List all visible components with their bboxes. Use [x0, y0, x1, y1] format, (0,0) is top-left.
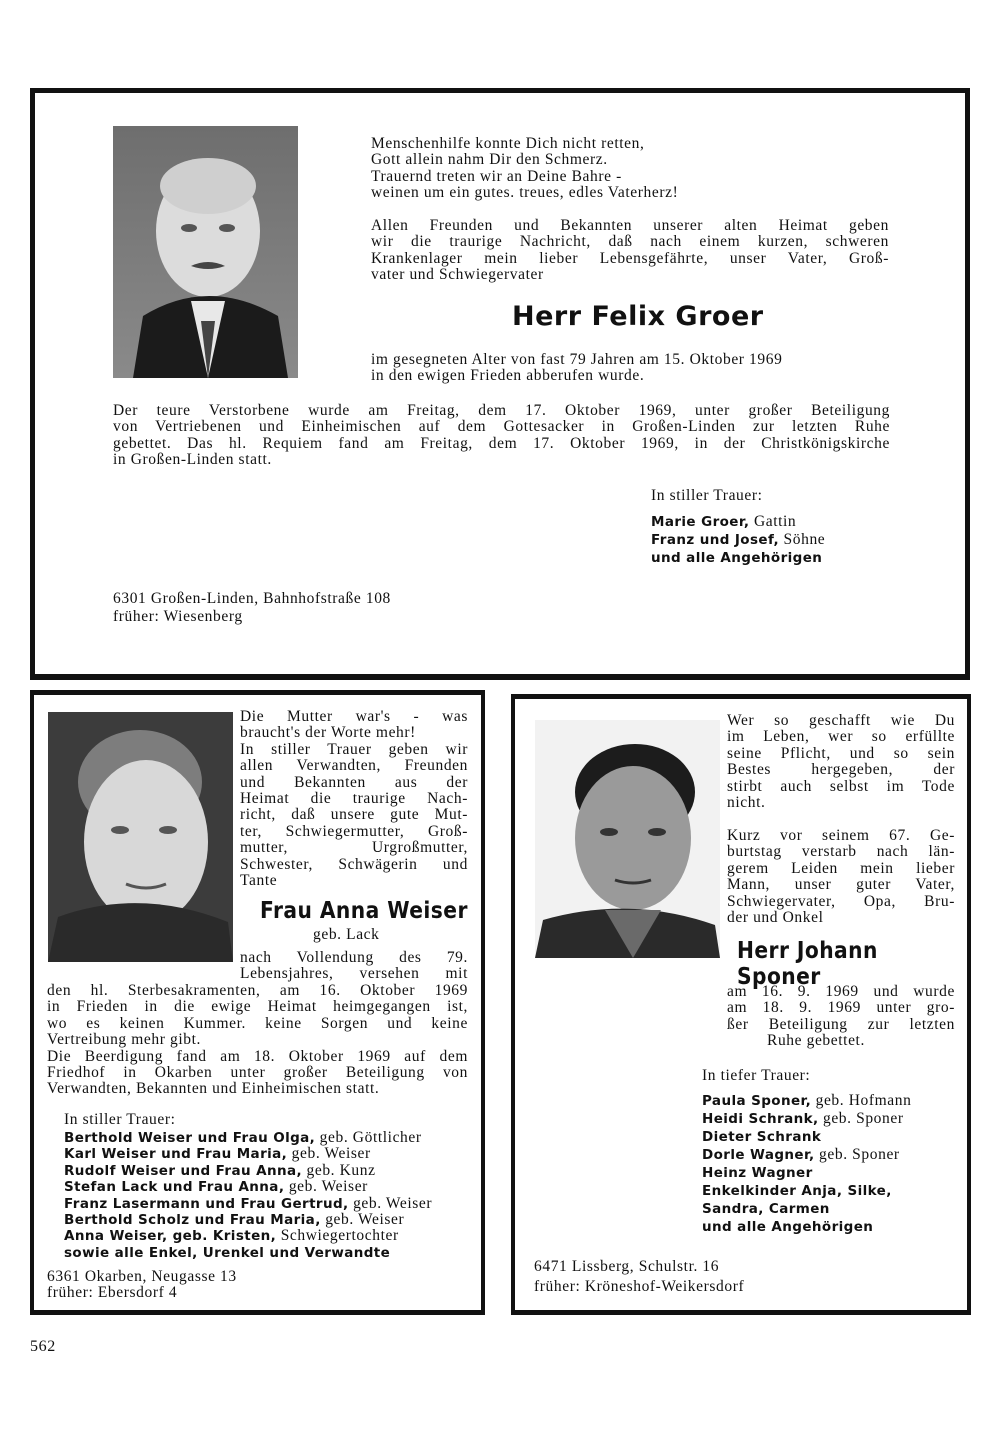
intro-line: Schwiegervater, Opa, Bru- [727, 892, 955, 910]
text-line: Vertreibung mehr gibt. [47, 1031, 201, 1049]
former-residence: früher: Wiesenberg [113, 608, 243, 626]
groer-death [371, 352, 891, 385]
intro-line: allen Verwandten, Freunden [240, 757, 468, 775]
deceased-name-weiser: Frau Anna Weiser [260, 898, 468, 924]
intro-line: seine Pflicht, und so sein [727, 744, 955, 762]
weiser-address [47, 1269, 237, 1302]
mourner-entry: Rudolf Weiser und Frau Anna, geb. Kunz [64, 1161, 376, 1179]
mourner-entry: Marie Groer, Gattin [651, 513, 797, 530]
groer-poem [371, 136, 791, 202]
intro-line: Krankenlager mein lieber Lebensgefährte, unser Vater, Groß- [371, 249, 889, 267]
mourner-entry: Enkelkinder Anja, Silke, [702, 1183, 892, 1199]
text-line: den hl. Sterbesakramenten, am 16. Oktober 1969 [47, 982, 468, 999]
groer-mourners [651, 513, 825, 567]
burial-line: in Großen-Linden statt. [113, 451, 272, 469]
intro-line: der und Onkel [727, 909, 824, 927]
intro-line: Tante [240, 872, 278, 890]
poem-line: Trauernd treten wir an Deine Bahre - [371, 167, 622, 185]
sponer-intro [727, 713, 955, 811]
weiser-mourners [64, 1130, 432, 1261]
intro-line: Die Mutter war's - was [240, 708, 468, 725]
death-line: am 16. 9. 1969 und wurde [727, 983, 955, 1000]
intro-line: im Leben, wer so erfüllte [727, 728, 955, 746]
portrait-photo-sponer [535, 720, 720, 958]
portrait-photo-weiser [48, 712, 233, 962]
deceased-name-sponer: Herr Johann Sponer [737, 938, 878, 990]
intro-line: nicht. [727, 794, 766, 812]
intro-line: richt, daß unsere gute Mut- [240, 806, 468, 824]
intro-line: In stiller Trauer geben wir [240, 740, 468, 758]
sponer-death [727, 984, 955, 1050]
death-line: am 18. 9. 1969 unter gro- [727, 999, 955, 1017]
intro-line: und Bekannten aus der [240, 773, 468, 791]
deceased-name-groer: Herr Felix Groer [512, 301, 764, 332]
death-line: in den ewigen Frieden abberufen wurde. [371, 367, 645, 385]
death-line: ßer Beteiligung zur letzten [727, 1015, 955, 1033]
address-line: 6471 Lissberg, Schulstr. 16 [534, 1258, 720, 1275]
intro-line: vater und Schwiegervater [371, 266, 544, 284]
mourner-entry: und alle Angehörigen [702, 1219, 874, 1235]
mourner-entry: Heidi Schrank, geb. Sponer [702, 1110, 904, 1127]
groer-intro [371, 218, 889, 284]
burial-line: gebettet. Das hl. Requiem fand am Freitag, dem 17. Oktober 1969, in der Christkönigskirche [113, 434, 890, 452]
intro-line: stirbt auch selbst im Tode [727, 777, 955, 795]
text-line: wo es keinen Kummer. keine Sorgen und keine [47, 1014, 468, 1032]
intro-line: ter, Schwiegermutter, Groß- [240, 822, 468, 840]
intro-line: Bestes hergegeben, der [727, 761, 955, 779]
address-line: 6361 Okarben, Neugasse 13 [47, 1268, 237, 1285]
mourner-entry: Berthold Scholz und Frau Maria, geb. Weiser [64, 1211, 405, 1229]
mourner-entry: Anna Weiser, geb. Kristen, Schwiegertochter [64, 1227, 399, 1245]
burial-line: Der teure Verstorbene wurde am Freitag, dem 17. Oktober 1969, unter großer Beteiligung [113, 402, 890, 419]
death-line: im gesegneten Alter von fast 79 Jahren am 15. Oktober 1969 [371, 351, 783, 368]
mourner-entry: Heinz Wagner [702, 1165, 813, 1181]
poem-line: Menschenhilfe konnte Dich nicht retten, [371, 135, 645, 152]
intro-line: Heimat die traurige Nach- [240, 790, 468, 808]
mourner-entry: Sandra, Carmen [702, 1201, 830, 1217]
text-line: in Frieden in die ewige Heimat heimgegangen ist, [47, 998, 468, 1016]
mourner-entry: Paula Sponer, geb. Hofmann [702, 1092, 912, 1109]
former-residence: früher: Kröneshof-Weikersdorf [534, 1278, 745, 1296]
text-line: nach Vollendung des 79. [240, 949, 468, 966]
mourner-entry: Franz Lasermann und Frau Gertrud, geb. Weiser [64, 1194, 433, 1212]
portrait-weiser-image [48, 712, 233, 962]
mourner-entry: Berthold Weiser und Frau Olga, geb. Göttlicher [64, 1129, 422, 1146]
weiser-full-text [47, 983, 468, 1098]
text-line: Friedhof in Okarben unter großer Beteiligung von [47, 1064, 468, 1082]
weiser-after-photo [240, 950, 468, 983]
sponer-mourning-label: In tiefer Trauer: [702, 1067, 811, 1084]
mourner-entry: sowie alle Enkel, Urenkel und Verwandte [64, 1244, 391, 1261]
poem-line: Gott allein nahm Dir den Schmerz. [371, 151, 608, 169]
intro-line: Schwester, Schwägerin und [240, 855, 468, 873]
weiser-maiden-name: geb. Lack [313, 926, 380, 943]
mourner-entry: und alle Angehörigen [651, 550, 823, 566]
death-line: Ruhe gebettet. [767, 1032, 865, 1050]
text-line: Die Beerdigung fand am 18. Oktober 1969 auf dem [47, 1047, 468, 1065]
address-line: 6301 Großen-Linden, Bahnhofstraße 108 [113, 590, 391, 607]
mourner-entry: Dorle Wagner, geb. Sponer [702, 1146, 900, 1163]
intro-line: Allen Freunden und Bekannten unserer alten Heimat geben [371, 217, 889, 234]
intro-line: Kurz vor seinem 67. Ge- [727, 827, 955, 844]
intro-line: wir die traurige Nachricht, daß nach einem kurzen, schweren [371, 233, 889, 251]
weiser-mourning-label: In stiller Trauer: [64, 1111, 176, 1128]
intro-line: gerem Leiden mein lieber [727, 859, 955, 877]
mourner-entry: Karl Weiser und Frau Maria, geb. Weiser [64, 1145, 371, 1163]
mourner-entry: Franz und Josef, Söhne [651, 531, 826, 548]
text-line: Verwandten, Bekannten und Einheimischen statt. [47, 1080, 380, 1098]
intro-line: braucht's der Worte mehr! [240, 724, 416, 742]
portrait-sponer-image [535, 720, 720, 958]
page-number: 562 [30, 1338, 56, 1355]
weiser-intro [240, 709, 468, 889]
intro-line: mutter, Urgroßmutter, [240, 839, 468, 857]
mourner-entry: Dieter Schrank [702, 1129, 822, 1145]
sponer-address [534, 1259, 744, 1296]
intro-line: Mann, unser guter Vater, [727, 876, 955, 894]
portrait-photo-groer [113, 126, 298, 378]
sponer-mourners [702, 1092, 911, 1236]
burial-line: von Vertriebenen und Einheimischen auf dem Gottesacker in Großen-Linden zur letzten Ruhe [113, 418, 890, 436]
portrait-groer-image [113, 126, 298, 378]
intro-line: burtstag verstarb nach län- [727, 843, 955, 861]
mourner-entry: Stefan Lack und Frau Anna, geb. Weiser [64, 1178, 368, 1196]
poem-line: weinen um ein gutes. treues, edles Vaterherz! [371, 184, 679, 202]
groer-burial [113, 403, 890, 469]
groer-address [113, 591, 391, 626]
groer-mourning-label: In stiller Trauer: [651, 487, 763, 504]
former-residence: früher: Ebersdorf 4 [47, 1284, 178, 1302]
sponer-intro2 [727, 828, 955, 926]
text-line: Lebensjahres, versehen mit [240, 965, 468, 983]
intro-line: Wer so geschafft wie Du [727, 712, 955, 729]
